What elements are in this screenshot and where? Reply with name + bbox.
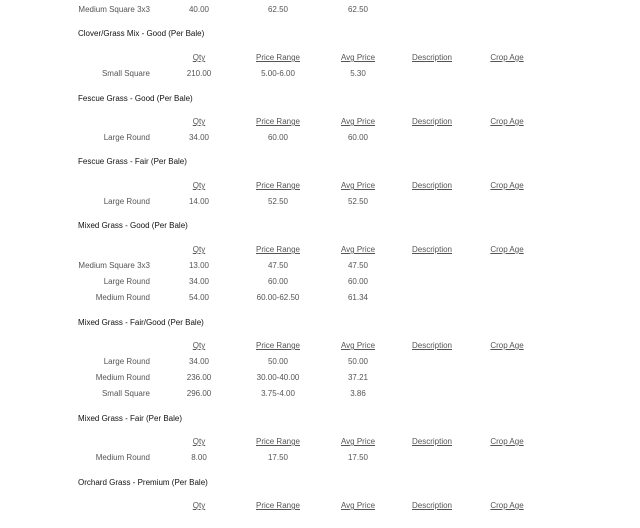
price-range-header: Price Range [255, 117, 301, 126]
description-header: Description [411, 501, 452, 510]
table-row [0, 371, 640, 385]
description-header: Description [411, 53, 452, 62]
section-title: Fescue Grass - Good (Per Bale) [78, 94, 193, 103]
avg-price-value: 52.50 [347, 197, 369, 206]
bale-type: Large Round [103, 197, 150, 206]
price-range-value: 50.00 [267, 357, 289, 366]
crop-age-header: Crop Age [490, 117, 524, 126]
avg-price-value: 47.50 [347, 261, 369, 270]
qty-header: Qty [192, 341, 206, 350]
qty-header: Qty [192, 117, 206, 126]
column-headers [0, 339, 640, 353]
crop-age-header: Crop Age [490, 245, 524, 254]
price-range-header: Price Range [255, 437, 301, 446]
crop-age-header: Crop Age [490, 437, 524, 446]
table-row [0, 3, 640, 17]
column-headers [0, 435, 640, 449]
price-range-value: 30.00-40.00 [256, 373, 300, 382]
avg-price-value: 5.30 [350, 69, 366, 78]
bale-type: Medium Round [95, 373, 150, 382]
bale-type: Small Square [101, 389, 150, 398]
price-range-header: Price Range [255, 181, 301, 190]
avg-price-value: 62.50 [347, 5, 369, 14]
qty-header: Qty [192, 53, 206, 62]
crop-age-header: Crop Age [490, 341, 524, 350]
avg-price-header: Avg Price [340, 501, 376, 510]
qty-value: 210.00 [186, 69, 212, 78]
price-range-header: Price Range [255, 245, 301, 254]
avg-price-value: 37.21 [347, 373, 369, 382]
price-range-value: 47.50 [267, 261, 289, 270]
table-row [0, 195, 640, 209]
price-range-header: Price Range [255, 501, 301, 510]
bale-type: Small Square [101, 69, 150, 78]
qty-value: 54.00 [188, 293, 210, 302]
price-range-value: 52.50 [267, 197, 289, 206]
price-range-value: 60.00-62.50 [256, 293, 300, 302]
price-range-value: 60.00 [267, 133, 289, 142]
bale-type: Medium Round [95, 453, 150, 462]
avg-price-value: 60.00 [347, 133, 369, 142]
qty-value: 8.00 [191, 453, 207, 462]
qty-value: 13.00 [188, 261, 210, 270]
avg-price-value: 17.50 [347, 453, 369, 462]
bale-type: Medium Round [95, 293, 150, 302]
table-row [0, 451, 640, 465]
description-header: Description [411, 245, 452, 254]
table-row [0, 291, 640, 305]
section-title: Orchard Grass - Premium (Per Bale) [78, 478, 208, 487]
column-headers [0, 179, 640, 193]
qty-value: 34.00 [188, 357, 210, 366]
description-header: Description [411, 437, 452, 446]
qty-header: Qty [192, 437, 206, 446]
bale-type: Medium Square 3x3 [78, 5, 150, 14]
avg-price-value: 60.00 [347, 277, 369, 286]
column-headers [0, 51, 640, 65]
price-range-value: 5.00-6.00 [261, 69, 295, 78]
avg-price-header: Avg Price [340, 181, 376, 190]
qty-value: 236.00 [186, 373, 212, 382]
crop-age-header: Crop Age [490, 501, 524, 510]
price-range-header: Price Range [255, 53, 301, 62]
description-header: Description [411, 117, 452, 126]
section-title: Mixed Grass - Good (Per Bale) [78, 221, 188, 230]
bale-type: Large Round [103, 357, 150, 366]
table-row [0, 275, 640, 289]
avg-price-value: 3.86 [350, 389, 366, 398]
qty-header: Qty [192, 245, 206, 254]
bale-type: Medium Square 3x3 [78, 261, 150, 270]
crop-age-header: Crop Age [490, 53, 524, 62]
table-row [0, 67, 640, 81]
qty-header: Qty [192, 181, 206, 190]
price-range-header: Price Range [255, 341, 301, 350]
qty-value: 34.00 [188, 277, 210, 286]
price-range-value: 17.50 [267, 453, 289, 462]
description-header: Description [411, 181, 452, 190]
bale-type: Large Round [103, 277, 150, 286]
column-headers [0, 115, 640, 129]
column-headers [0, 243, 640, 257]
table-row [0, 259, 640, 273]
table-row [0, 355, 640, 369]
qty-value: 34.00 [188, 133, 210, 142]
qty-header: Qty [192, 501, 206, 510]
table-row [0, 131, 640, 145]
avg-price-header: Avg Price [340, 245, 376, 254]
section-title: Fescue Grass - Fair (Per Bale) [78, 157, 187, 166]
section-title: Mixed Grass - Fair/Good (Per Bale) [78, 318, 204, 327]
avg-price-value: 50.00 [347, 357, 369, 366]
column-headers [0, 499, 640, 513]
table-row [0, 387, 640, 401]
price-range-value: 62.50 [267, 5, 289, 14]
section-title: Mixed Grass - Fair (Per Bale) [78, 414, 183, 423]
avg-price-value: 61.34 [347, 293, 369, 302]
qty-value: 40.00 [188, 5, 210, 14]
avg-price-header: Avg Price [340, 437, 376, 446]
avg-price-header: Avg Price [340, 117, 376, 126]
avg-price-header: Avg Price [340, 341, 376, 350]
section-title: Clover/Grass Mix - Good (Per Bale) [78, 29, 205, 38]
crop-age-header: Crop Age [490, 181, 524, 190]
qty-value: 14.00 [188, 197, 210, 206]
price-range-value: 3.75-4.00 [261, 389, 295, 398]
qty-value: 296.00 [186, 389, 212, 398]
avg-price-header: Avg Price [340, 53, 376, 62]
description-header: Description [411, 341, 452, 350]
bale-type: Large Round [103, 133, 150, 142]
price-range-value: 60.00 [267, 277, 289, 286]
